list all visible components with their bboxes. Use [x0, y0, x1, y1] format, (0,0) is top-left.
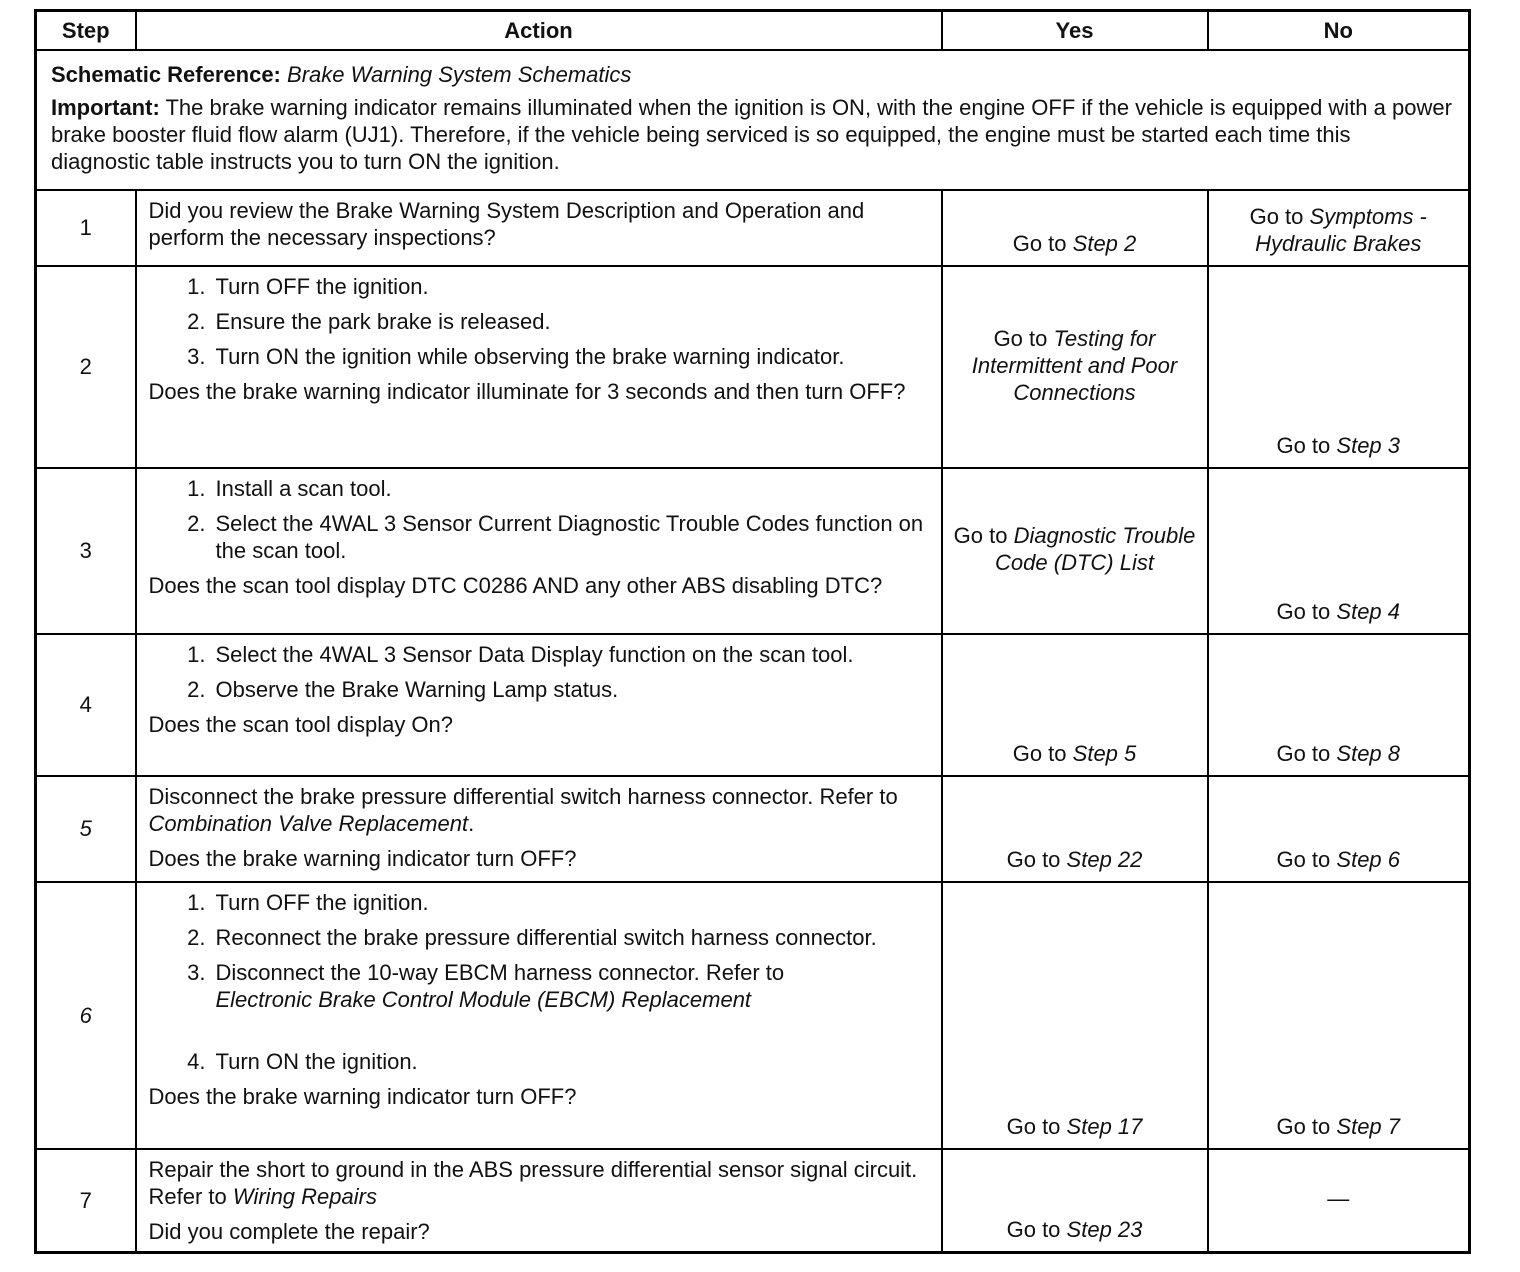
yes-link[interactable]: Step 5 — [1072, 741, 1137, 766]
yes-link[interactable]: Step 17 — [1066, 1114, 1143, 1139]
yes-link[interactable]: Step 2 — [1072, 231, 1137, 256]
yes-prefix: Go to — [1006, 1114, 1061, 1139]
no-link[interactable]: Step 6 — [1336, 847, 1401, 872]
action-question: Did you complete the repair? — [148, 1219, 430, 1244]
header-row — [36, 11, 1470, 51]
action-list — [149, 273, 929, 370]
header-yes: Yes — [942, 11, 1208, 51]
header-step: Step — [36, 11, 136, 51]
reference-link[interactable]: Electronic Brake Control Module (EBCM) Replacement — [215, 987, 752, 1012]
yes-prefix: Go to — [1006, 847, 1061, 872]
no-prefix: Go to — [1276, 433, 1331, 458]
header-action: Action — [136, 11, 942, 51]
yes-cell — [942, 776, 1208, 882]
list-item: 3. Disconnect the 10-way EBCM harness connector. Refer to Electronic Brake Control Module (EBCM) Replacement — [187, 960, 785, 1012]
action-question: Does the brake warning indicator turn OFF? — [148, 1084, 577, 1109]
action-cell — [136, 266, 942, 468]
list-item: 3. Turn ON the ignition while observing the brake warning indicator. — [187, 344, 845, 369]
table-row — [36, 1149, 1470, 1253]
list-item: 4. Turn ON the ignition. — [187, 1049, 418, 1074]
schematic-label: Schematic Reference: — [51, 62, 281, 87]
step-number: 7 — [36, 1149, 136, 1253]
table-row — [36, 266, 1470, 468]
action-question: Does the brake warning indicator illuminate for 3 seconds and then turn OFF? — [148, 379, 906, 404]
no-cell — [1208, 468, 1470, 634]
yes-link[interactable]: Step 22 — [1066, 847, 1143, 872]
action-list — [149, 475, 929, 564]
yes-prefix: Go to — [953, 523, 1008, 548]
yes-cell — [942, 882, 1208, 1149]
action-cell — [136, 882, 942, 1149]
no-cell — [1208, 634, 1470, 776]
no-prefix: Go to — [1276, 741, 1331, 766]
action-list — [149, 889, 929, 1075]
no-prefix: Go to — [1249, 204, 1304, 229]
reference-link[interactable]: Combination Valve Replacement — [148, 811, 469, 836]
no-prefix: Go to — [1276, 1114, 1331, 1139]
yes-prefix: Go to — [1012, 741, 1067, 766]
no-cell — [1208, 776, 1470, 882]
step-number: 4 — [36, 634, 136, 776]
table-row — [36, 776, 1470, 882]
yes-cell — [942, 190, 1208, 266]
no-cell — [1208, 266, 1470, 468]
list-item: 2. Select the 4WAL 3 Sensor Current Diagnostic Trouble Codes function on the scan tool. — [187, 511, 924, 563]
action-text: Disconnect the brake pressure differential switch harness connector. Refer to Combination Valve Replacement. — [148, 784, 898, 836]
table-row — [36, 634, 1470, 776]
action-question: Does the scan tool display On? — [148, 712, 454, 737]
action-cell — [136, 634, 942, 776]
list-item: 2. Reconnect the brake pressure differential switch harness connector. — [187, 925, 877, 950]
schematic-link[interactable]: Brake Warning System Schematics — [287, 62, 632, 87]
important-text: The brake warning indicator remains illuminated when the ignition is ON, with the engine OFF if the vehicle is equipped with a power brake booster fluid flow alarm (UJ1). Therefore, if the vehicle being serviced is so equipped, the engine must be started each time this diagnostic table instructs you to turn ON the ignition. — [51, 95, 1452, 174]
no-link[interactable]: Step 4 — [1336, 599, 1401, 624]
no-cell — [1208, 882, 1470, 1149]
step-number: 1 — [36, 190, 136, 266]
action-cell — [136, 776, 942, 882]
action-list — [149, 641, 929, 703]
action-text: Repair the short to ground in the ABS pressure differential sensor signal circuit. Refer to Wiring Repairs — [148, 1157, 918, 1209]
table-row — [36, 190, 1470, 266]
no-prefix: Go to — [1276, 599, 1331, 624]
no-cell — [1208, 190, 1470, 266]
no-cell — [1208, 1149, 1470, 1253]
header-no: No — [1208, 11, 1470, 51]
important-label: Important: — [51, 95, 160, 120]
list-item: 1. Turn OFF the ignition. — [187, 274, 429, 299]
yes-link[interactable]: Testing for Intermittent and Poor Connections — [971, 325, 1178, 405]
note-row — [36, 50, 1470, 190]
table-row — [36, 468, 1470, 634]
yes-link[interactable]: Step 23 — [1066, 1217, 1143, 1242]
no-link[interactable]: Step 7 — [1336, 1114, 1401, 1139]
note-cell — [36, 50, 1470, 190]
table-row — [36, 882, 1470, 1149]
action-cell — [136, 190, 942, 266]
yes-prefix: Go to — [1006, 1217, 1061, 1242]
no-prefix: Go to — [1276, 847, 1331, 872]
yes-cell — [942, 468, 1208, 634]
action-text: Did you review the Brake Warning System Description and Operation and perform the necessary inspections? — [148, 198, 865, 250]
yes-prefix: Go to — [1012, 231, 1067, 256]
step-number: 5 — [36, 776, 136, 882]
list-item: 1. Turn OFF the ignition. — [187, 890, 429, 915]
list-item: 2. Observe the Brake Warning Lamp status. — [187, 677, 619, 702]
action-question: Does the brake warning indicator turn OFF? — [148, 846, 577, 871]
yes-cell — [942, 634, 1208, 776]
step-number: 6 — [36, 882, 136, 1149]
yes-link[interactable]: Diagnostic Trouble Code (DTC) List — [995, 523, 1196, 575]
no-link[interactable]: Step 8 — [1336, 741, 1401, 766]
reference-link[interactable]: Wiring Repairs — [232, 1184, 377, 1209]
list-item: 2. Ensure the park brake is released. — [187, 309, 551, 334]
list-item: 1. Install a scan tool. — [187, 476, 392, 501]
yes-prefix: Go to — [993, 325, 1048, 351]
schematic-reference — [51, 61, 1454, 88]
no-dash: — — [1327, 1186, 1350, 1211]
yes-cell — [942, 1149, 1208, 1253]
action-cell — [136, 468, 942, 634]
yes-cell — [942, 266, 1208, 468]
action-cell — [136, 1149, 942, 1253]
important-note — [51, 94, 1454, 175]
no-link[interactable]: Step 3 — [1336, 433, 1401, 458]
step-number: 3 — [36, 468, 136, 634]
step-number: 2 — [36, 266, 136, 468]
diagnostic-table — [34, 9, 1471, 1254]
action-question: Does the scan tool display DTC C0286 AND any other ABS disabling DTC? — [148, 573, 883, 598]
no-link[interactable]: Symptoms - Hydraulic Brakes — [1255, 204, 1427, 256]
list-item: 1. Select the 4WAL 3 Sensor Data Display function on the scan tool. — [187, 642, 854, 667]
